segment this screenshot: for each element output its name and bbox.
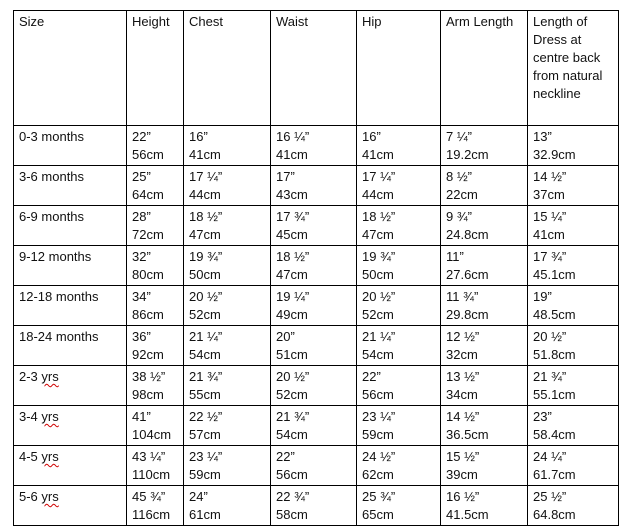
cm-value: 54cm — [362, 347, 394, 362]
cell-height — [127, 166, 184, 206]
inches-value: 24 ½” — [362, 449, 396, 464]
inches-value: 15 ¼” — [533, 209, 567, 224]
cell-waist — [271, 326, 357, 366]
cell-chest — [184, 286, 271, 326]
inches-value: 32” — [132, 249, 151, 264]
cell-hip — [357, 206, 441, 246]
cell-hip — [357, 406, 441, 446]
cell-hip — [357, 446, 441, 486]
cm-value: 44cm — [362, 187, 394, 202]
cm-value: 56cm — [132, 147, 164, 162]
cm-value: 37cm — [533, 187, 565, 202]
cm-value: 39cm — [446, 467, 478, 482]
cm-value: 86cm — [132, 307, 164, 322]
inches-value: 16 ¼” — [276, 129, 310, 144]
inches-value: 9 ¾” — [446, 209, 473, 224]
cell-chest — [184, 486, 271, 526]
cm-value: 116cm — [132, 507, 171, 522]
cm-value: 55.1cm — [533, 387, 576, 402]
inches-value: 8 ½” — [446, 169, 473, 184]
cell-chest — [184, 326, 271, 366]
cm-value: 52cm — [276, 387, 308, 402]
cm-value: 61cm — [189, 507, 221, 522]
inches-value: 43 ¼” — [132, 449, 166, 464]
inches-value: 38 ½” — [132, 369, 166, 384]
cm-value: 58.4cm — [533, 427, 576, 442]
cm-value: 52cm — [189, 307, 221, 322]
cm-value: 43cm — [276, 187, 308, 202]
cell-height — [127, 446, 184, 486]
inches-value: 20 ½” — [362, 289, 396, 304]
table-body — [14, 126, 619, 526]
cm-value: 54cm — [189, 347, 221, 362]
inches-value: 17 ¼” — [189, 169, 223, 184]
cm-value: 65cm — [362, 507, 394, 522]
cm-value: 80cm — [132, 267, 164, 282]
cm-value: 50cm — [362, 267, 394, 282]
cm-value: 47cm — [276, 267, 308, 282]
inches-value: 14 ½” — [446, 409, 480, 424]
cell-arm-length — [441, 366, 528, 406]
inches-value: 16 ½” — [446, 489, 480, 504]
cm-value: 45.1cm — [533, 267, 576, 282]
spellcheck-underline: yrs — [41, 369, 59, 384]
size-label: 0-3 months — [19, 129, 85, 144]
table-row — [14, 166, 619, 206]
cell-dress-length — [528, 446, 619, 486]
cell-chest — [184, 366, 271, 406]
header-cell-hip: Hip — [357, 11, 441, 126]
table-row — [14, 126, 619, 166]
inches-value: 21 ¼” — [189, 329, 223, 344]
cell-arm-length — [441, 126, 528, 166]
cell-dress-length — [528, 326, 619, 366]
cell-chest — [184, 206, 271, 246]
cm-value: 56cm — [276, 467, 308, 482]
cm-value: 64.8cm — [533, 507, 576, 522]
cell-size — [14, 446, 127, 486]
cell-arm-length — [441, 206, 528, 246]
cell-arm-length — [441, 286, 528, 326]
cell-waist — [271, 406, 357, 446]
inches-value: 11” — [446, 249, 464, 264]
inches-value: 15 ½” — [446, 449, 480, 464]
cell-waist — [271, 446, 357, 486]
inches-value: 20 ½” — [189, 289, 223, 304]
cell-size — [14, 286, 127, 326]
cell-arm-length — [441, 406, 528, 446]
size-label-range: 5-6 — [19, 489, 42, 504]
cm-value: 55cm — [189, 387, 221, 402]
cm-value: 32cm — [446, 347, 478, 362]
cell-waist — [271, 126, 357, 166]
inches-value: 22” — [132, 129, 151, 144]
header-cell-chest: Chest — [184, 11, 271, 126]
cm-value: 92cm — [132, 347, 164, 362]
cm-value: 36.5cm — [446, 427, 489, 442]
cm-value: 47cm — [362, 227, 394, 242]
cell-height — [127, 246, 184, 286]
inches-value: 19” — [533, 289, 552, 304]
cell-chest — [184, 446, 271, 486]
cm-value: 47cm — [189, 227, 221, 242]
cm-value: 48.5cm — [533, 307, 576, 322]
cm-value: 22cm — [446, 187, 478, 202]
cell-waist — [271, 166, 357, 206]
inches-value: 16” — [189, 129, 208, 144]
size-label — [19, 368, 122, 386]
cm-value: 41cm — [533, 227, 565, 242]
size-label-range: 2-3 — [19, 369, 42, 384]
inches-value: 16” — [362, 129, 381, 144]
inches-value: 23 ¼” — [362, 409, 396, 424]
cell-size — [14, 246, 127, 286]
cell-size — [14, 326, 127, 366]
cm-value: 27.6cm — [446, 267, 489, 282]
cm-value: 49cm — [276, 307, 308, 322]
table-row — [14, 246, 619, 286]
inches-value: 17 ¼” — [362, 169, 396, 184]
cm-value: 58cm — [276, 507, 308, 522]
spellcheck-underline: yrs — [41, 489, 59, 504]
table-row — [14, 486, 619, 526]
size-label — [19, 408, 122, 426]
cm-value: 24.8cm — [446, 227, 489, 242]
inches-value: 18 ½” — [362, 209, 396, 224]
inches-value: 25 ½” — [533, 489, 567, 504]
cell-hip — [357, 366, 441, 406]
inches-value: 13” — [533, 129, 552, 144]
cm-value: 72cm — [132, 227, 164, 242]
inches-value: 21 ¾” — [533, 369, 567, 384]
cm-value: 51.8cm — [533, 347, 576, 362]
cm-value: 41cm — [276, 147, 308, 162]
cell-dress-length — [528, 286, 619, 326]
inches-value: 17” — [276, 169, 295, 184]
cell-size — [14, 166, 127, 206]
inches-value: 22” — [276, 449, 295, 464]
cell-size — [14, 486, 127, 526]
table-row — [14, 326, 619, 366]
inches-value: 13 ½” — [446, 369, 480, 384]
size-label: 12-18 months — [19, 289, 99, 304]
cell-hip — [357, 166, 441, 206]
cm-value: 41.5cm — [446, 507, 489, 522]
cm-value: 98cm — [132, 387, 164, 402]
size-label: 9-12 months — [19, 249, 92, 264]
cm-value: 29.8cm — [446, 307, 489, 322]
table-row — [14, 406, 619, 446]
cell-size — [14, 206, 127, 246]
cm-value: 59cm — [189, 467, 221, 482]
cell-height — [127, 366, 184, 406]
inches-value: 22” — [362, 369, 381, 384]
cell-height — [127, 326, 184, 366]
cm-value: 110cm — [132, 467, 171, 482]
inches-value: 25 ¾” — [362, 489, 396, 504]
size-label: 3-6 months — [19, 169, 85, 184]
cell-size — [14, 126, 127, 166]
inches-value: 41” — [132, 409, 151, 424]
cm-value: 52cm — [362, 307, 394, 322]
inches-value: 23 ¼” — [189, 449, 223, 464]
cm-value: 41cm — [362, 147, 394, 162]
table-header-row — [14, 11, 619, 126]
cell-hip — [357, 326, 441, 366]
cell-hip — [357, 486, 441, 526]
size-label — [19, 488, 122, 506]
cell-chest — [184, 406, 271, 446]
cell-arm-length — [441, 486, 528, 526]
cell-arm-length — [441, 166, 528, 206]
inches-value: 24” — [189, 489, 208, 504]
cell-height — [127, 406, 184, 446]
cell-arm-length — [441, 446, 528, 486]
cell-height — [127, 206, 184, 246]
cell-chest — [184, 126, 271, 166]
cell-waist — [271, 366, 357, 406]
cell-dress-length — [528, 166, 619, 206]
cell-waist — [271, 206, 357, 246]
inches-value: 22 ¾” — [276, 489, 310, 504]
header-cell-height: Height — [127, 11, 184, 126]
cell-height — [127, 286, 184, 326]
cm-value: 59cm — [362, 427, 394, 442]
inches-value: 36” — [132, 329, 151, 344]
cell-waist — [271, 286, 357, 326]
cm-value: 57cm — [189, 427, 221, 442]
cm-value: 51cm — [276, 347, 308, 362]
inches-value: 28” — [132, 209, 151, 224]
size-label — [19, 448, 122, 466]
cell-dress-length — [528, 206, 619, 246]
inches-value: 18 ½” — [276, 249, 310, 264]
header-cell-size: Size — [14, 11, 127, 126]
cell-hip — [357, 126, 441, 166]
cell-dress-length — [528, 406, 619, 446]
cell-hip — [357, 246, 441, 286]
cell-dress-length — [528, 486, 619, 526]
inches-value: 12 ½” — [446, 329, 480, 344]
cell-hip — [357, 286, 441, 326]
cm-value: 50cm — [189, 267, 221, 282]
cm-value: 56cm — [362, 387, 394, 402]
cm-value: 45cm — [276, 227, 308, 242]
cell-waist — [271, 486, 357, 526]
cell-height — [127, 126, 184, 166]
inches-value: 11 ¾” — [446, 289, 479, 304]
cm-value: 34cm — [446, 387, 478, 402]
inches-value: 19 ¾” — [362, 249, 396, 264]
size-label-range: 3-4 — [19, 409, 42, 424]
cm-value: 61.7cm — [533, 467, 576, 482]
cm-value: 32.9cm — [533, 147, 576, 162]
size-label-range: 4-5 — [19, 449, 42, 464]
cell-dress-length — [528, 246, 619, 286]
inches-value: 14 ½” — [533, 169, 567, 184]
inches-value: 18 ½” — [189, 209, 223, 224]
cell-chest — [184, 246, 271, 286]
cell-size — [14, 366, 127, 406]
cm-value: 54cm — [276, 427, 308, 442]
inches-value: 7 ¼” — [446, 129, 473, 144]
inches-value: 19 ¼” — [276, 289, 310, 304]
inches-value: 21 ¼” — [362, 329, 396, 344]
cell-height — [127, 486, 184, 526]
inches-value: 17 ¾” — [533, 249, 567, 264]
cm-value: 104cm — [132, 427, 172, 442]
inches-value: 17 ¾” — [276, 209, 310, 224]
cell-arm-length — [441, 246, 528, 286]
cell-dress-length — [528, 126, 619, 166]
size-label: 18-24 months — [19, 329, 99, 344]
spellcheck-underline: yrs — [41, 449, 59, 464]
inches-value: 21 ¾” — [189, 369, 223, 384]
inches-value: 23” — [533, 409, 552, 424]
header-cell-dress-length: Length of Dress at centre back from natural neckline — [528, 11, 619, 126]
inches-value: 21 ¾” — [276, 409, 310, 424]
inches-value: 45 ¾” — [132, 489, 166, 504]
header-cell-arm-length: Arm Length — [441, 11, 528, 126]
inches-value: 24 ¼” — [533, 449, 567, 464]
inches-value: 22 ½” — [189, 409, 223, 424]
size-chart-table — [13, 10, 619, 526]
cm-value: 41cm — [189, 147, 221, 162]
inches-value: 25” — [132, 169, 151, 184]
cm-value: 19.2cm — [446, 147, 489, 162]
cell-waist — [271, 246, 357, 286]
inches-value: 19 ¾” — [189, 249, 223, 264]
inches-value: 20 ½” — [533, 329, 567, 344]
inches-value: 20 ½” — [276, 369, 310, 384]
cell-dress-length — [528, 366, 619, 406]
cm-value: 44cm — [189, 187, 221, 202]
table-row — [14, 446, 619, 486]
table-row — [14, 286, 619, 326]
inches-value: 34” — [132, 289, 151, 304]
size-label: 6-9 months — [19, 209, 85, 224]
spellcheck-underline: yrs — [41, 409, 59, 424]
header-cell-waist: Waist — [271, 11, 357, 126]
table-row — [14, 206, 619, 246]
cell-chest — [184, 166, 271, 206]
cm-value: 64cm — [132, 187, 164, 202]
inches-value: 20” — [276, 329, 295, 344]
cell-size — [14, 406, 127, 446]
cell-arm-length — [441, 326, 528, 366]
table-row — [14, 366, 619, 406]
cm-value: 62cm — [362, 467, 394, 482]
